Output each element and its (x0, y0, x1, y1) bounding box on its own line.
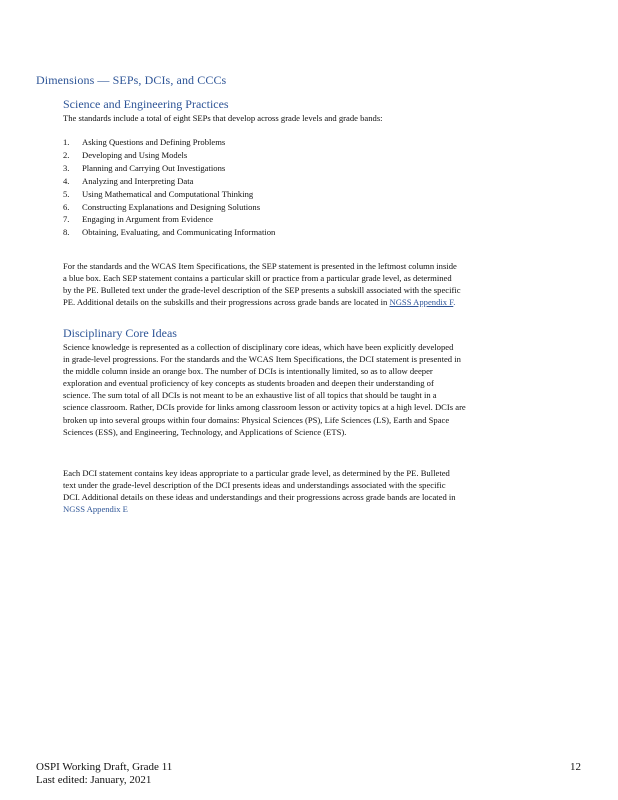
sep-heading: Science and Engineering Practices (63, 97, 229, 111)
sep-paragraph (63, 260, 581, 308)
paragraph-line: Each DCI statement contains key ideas appropriate to a particular grade level, as determined by the PE. Bulleted (63, 468, 450, 478)
list-item: 3. Planning and Carrying Out Investigations (63, 162, 226, 173)
paragraph-line (63, 503, 581, 515)
paragraph-line: by the PE. Bulleted text under the grade-level description of the SEP presents a subskill associated with the specific (63, 285, 461, 296)
sep-intro (63, 112, 581, 124)
paragraph-line: science classroom. Rather, DCIs provide for links among classroom lesson or activity topics at a high level. DCIs are (63, 402, 466, 413)
ngss-appendix-e-link[interactable]: NGSS Appendix E (63, 504, 128, 515)
paragraph-line: the middle column inside an orange box. The number of DCIs is intentionally limited, so as to allow deeper (63, 366, 433, 377)
sep-list (63, 136, 275, 239)
paragraph-line: a blue box. Each SEP statement contains a particular skill or practice from a particular grade level, as determined (63, 273, 452, 284)
paragraph-line: exploration and eventual proficiency of key concepts as students broaden and deepen their understanding of (63, 378, 434, 389)
paragraph-line: Science knowledge is represented as a collection of disciplinary core ideas, which have been explicitly developed (63, 342, 454, 352)
paragraph-line: Sciences (ESS), and Engineering, Technology, and Applications of Science (ETS). (63, 426, 347, 437)
sep-intro-text: The standards include a total of eight SEPs that develop across grade levels and grade bands: (63, 113, 383, 123)
section-heading: Dimensions — SEPs, DCIs, and CCCs (36, 73, 227, 87)
ngss-appendix-f-link[interactable]: NGSS Appendix F (389, 297, 454, 308)
paragraph-line: For the standards and the WCAS Item Specifications, the SEP statement is presented in the leftmost column inside (63, 261, 457, 271)
paragraph-line: text under the grade-level description of the DCI presents ideas and understandings associated with the specific (63, 480, 446, 491)
list-item: 4. Analyzing and Interpreting Data (63, 175, 194, 186)
paragraph-line: broken up into several groups within four domains: Physical Sciences (PS), Life Sciences (LS), Earth and Space (63, 414, 450, 425)
paragraph-line: DCI. Additional details on these ideas and understandings and their progressions across grade bands are located in (63, 492, 456, 503)
paragraph-line: in grade-level progressions. For the standards and the WCAS Item Specifications, the DCI statement is presented in (63, 354, 461, 365)
footer-draft-label: OSPI Working Draft, Grade 11 (36, 761, 173, 773)
dci-heading: Disciplinary Core Ideas (63, 326, 177, 340)
paragraph-line: science. The sum total of all DCIs is not meant to be an exhaustive list of all topics that should be taught in a (63, 390, 437, 401)
footer (36, 761, 172, 787)
list-item: 2. Developing and Using Models (63, 149, 188, 160)
dci-paragraph-1 (63, 341, 581, 438)
list-item: 1. Asking Questions and Defining Problems (63, 137, 226, 147)
list-item: 8. Obtaining, Evaluating, and Communicating Information (63, 227, 276, 238)
dci-paragraph-2 (63, 467, 581, 515)
list-item: 7. Engaging in Argument from Evidence (63, 214, 214, 225)
paragraph-line: PE. Additional details on the subskills and their progressions across grade bands are located in NGSS Appendix F. (63, 297, 456, 308)
footer-last-edited: Last edited: January, 2021 (36, 774, 152, 786)
list-item: 5. Using Mathematical and Computational Thinking (63, 188, 254, 199)
page-number: 12 (570, 761, 581, 773)
list-item: 6. Constructing Explanations and Designing Solutions (63, 201, 261, 212)
